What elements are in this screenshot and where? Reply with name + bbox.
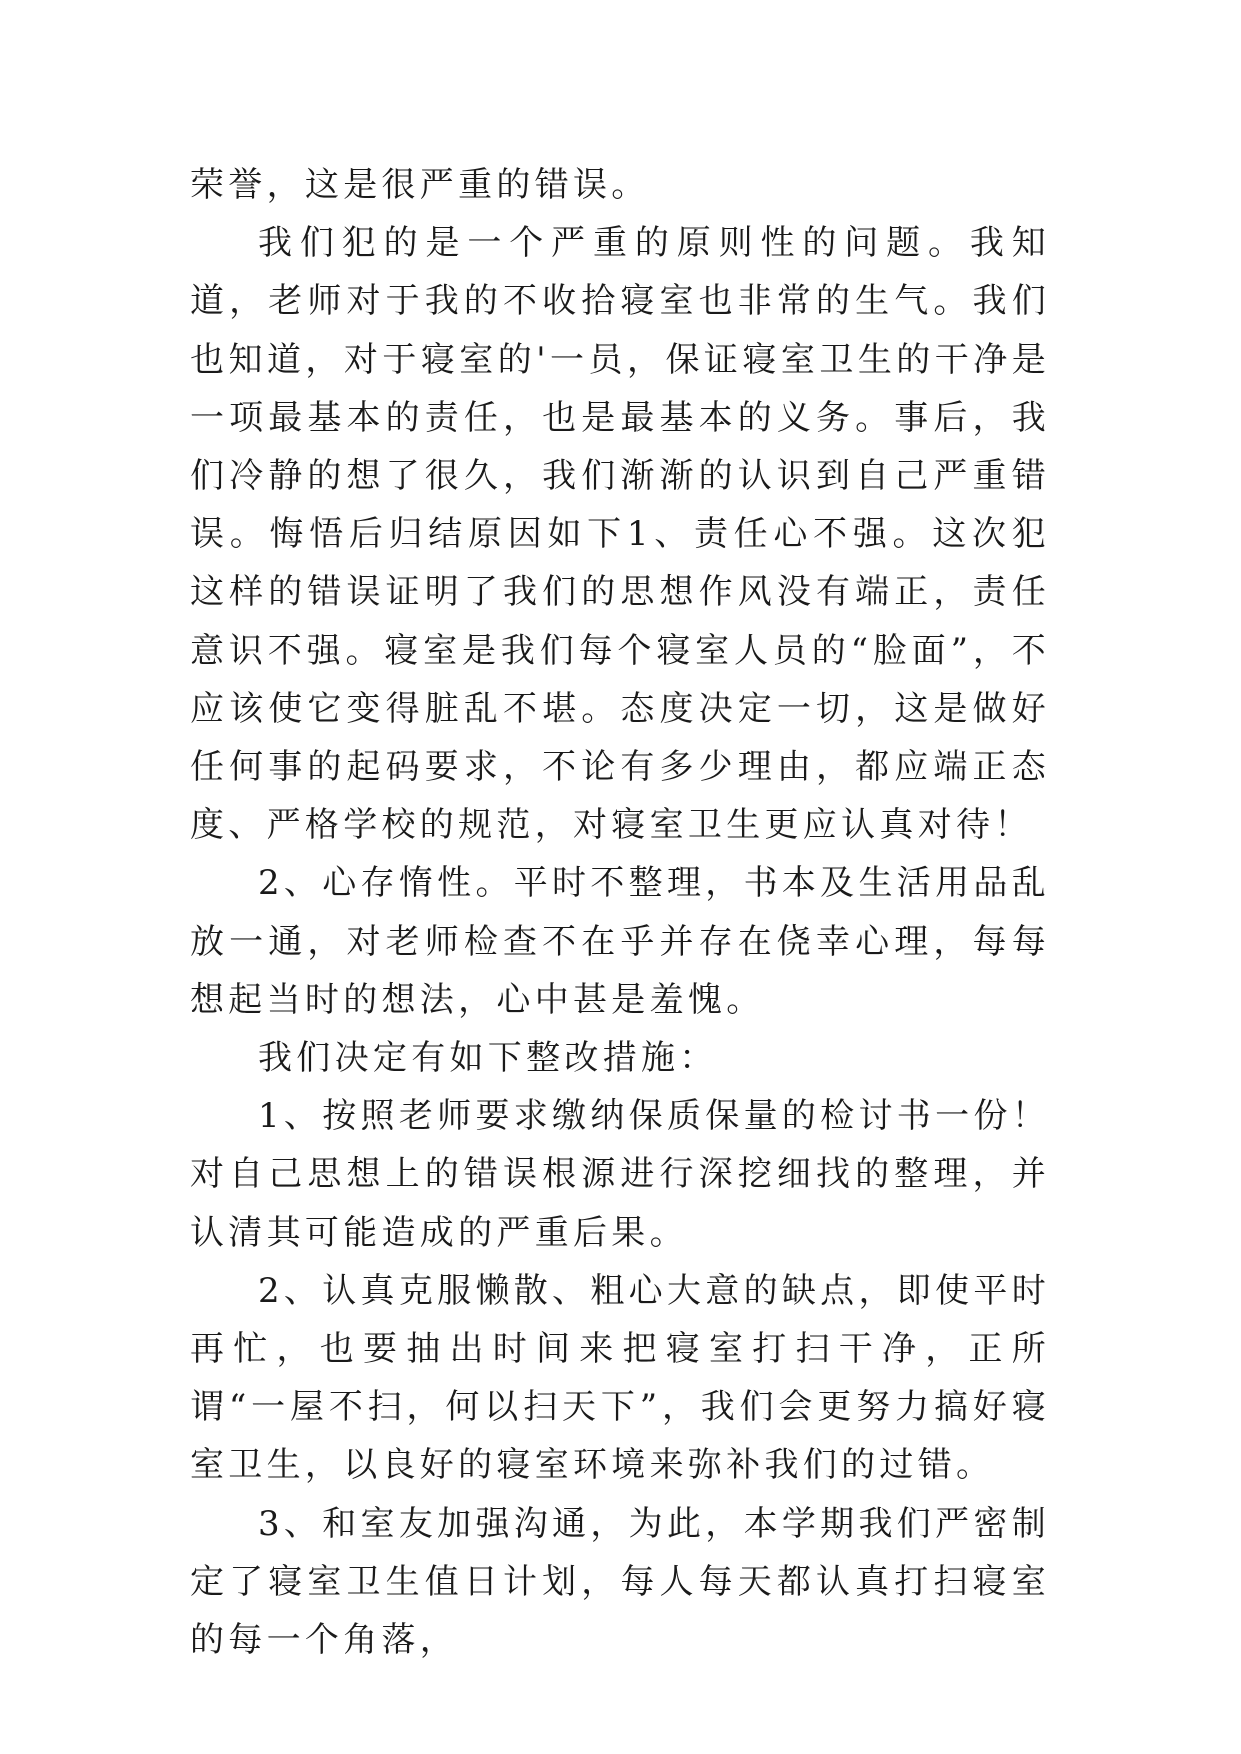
paragraph-3: 2、心存惰性。平时不整理，书本及生活用品乱放一通，对老师检查不在乎并存在侥幸心理，每每想起当时的想法，心中甚是羞愧。 (190, 863, 1050, 1020)
paragraph-1: 荣誉，这是很严重的错误。 (190, 165, 650, 205)
paragraph-6: 2、认真克服懒散、粗心大意的缺点，即使平时再忙，也要抽出时间来把寝室打扫干净，正所谓“一屋不扫，何以扫天下”，我们会更努力搞好寝室卫生，以良好的寝室环境来弥补我们的过错。 (190, 1270, 1050, 1486)
paragraph-5: 1、按照老师要求缴纳保质保量的检讨书一份！对自己思想上的错误根源进行深挖细找的整理，并认清其可能造成的严重后果。 (190, 1096, 1050, 1253)
document-body (190, 156, 1050, 1669)
paragraph-4: 我们决定有如下整改措施： (258, 1038, 718, 1079)
paragraph-2: 我们犯的是一个严重的原则性的问题。我知道，老师对于我的不收拾寝室也非常的生气。我们也知道，对于寝室的'一员，保证寝室卫生的干净是一项最基本的责任，也是最基本的义务。事后，我们冷静的想了很久，我们渐渐的认识到自己严重错误。悔悟后归结原因如下1、责任心不强。这次犯这样的错误证明了我们的思想作风没有端正，责任意识不强。寝室是我们每个寝室人员的“脸面”，不应该使它变得脏乱不堪。态度决定一切，这是做好任何事的起码要求，不论有多少理由，都应端正态度、严格学校的规范，对寝室卫生更应认真对待！ (190, 223, 1050, 846)
paragraph-7: 3、和室友加强沟通，为此，本学期我们严密制定了寝室卫生值日计划，每人每天都认真打扫寝室的每一个角落， (190, 1503, 1050, 1661)
